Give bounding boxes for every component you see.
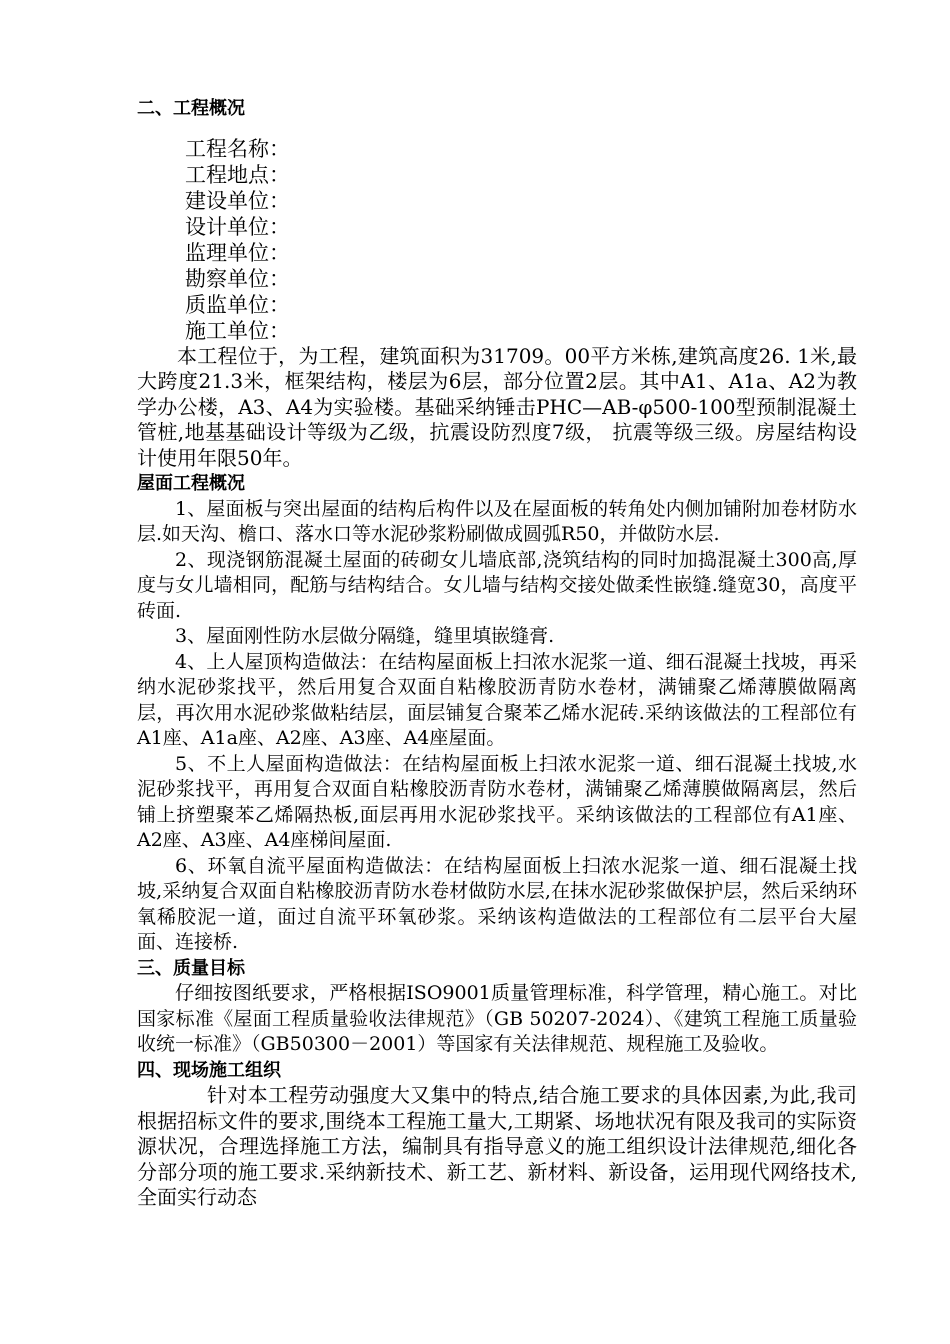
field-supervision-unit: 监理单位：	[185, 240, 290, 265]
roof-item-4: 4、上人屋顶构造做法：在结构屋面板上扫浓水泥浆一道、细石混凝土找坡，再采纳水泥砂浆找平，然后用复合双面自粘橡胶沥青防水卷材，满铺聚乙烯薄膜做隔离层，再次用水泥砂浆做粘结层，面层铺复合聚苯乙烯水泥砖.采纳该做法的工程部位有A1座、A1a座、A2座、A3座、A4座屋面。	[137, 650, 857, 749]
field-survey-unit: 勘察单位：	[185, 266, 290, 291]
field-construction-unit: 施工单位：	[185, 318, 290, 343]
field-quality-unit: 质监单位：	[185, 292, 290, 317]
document-page	[137, 96, 857, 1211]
organization-paragraph: 针对本工程劳动强度大又集中的特点,结合施工要求的具体因素,为此,我司根据招标文件的要求,围绕本工程施工量大,工期紧、场地状况有限及我司的实际资源状况，合理选择施工方法，编制具有指导意义的施工组织设计法律规范,细化各分部分项的施工要求.采纳新技术、新工艺、新材料、新设备，运用现代网络技术,全面实行动态	[137, 1083, 857, 1209]
field-owner-unit: 建设单位：	[185, 188, 290, 213]
field-project-name: 工程名称：	[185, 136, 290, 161]
quality-paragraph: 仔细按图纸要求，严格根据ISO9001质量管理标准，科学管理，精心施工。对比国家标准《屋面工程质量验收法律规范》（GB 50207-2024）、《建筑工程施工质量验收统一标准》（GB50300－2001）等国家有关法律规范、规程施工及验收。	[137, 982, 857, 1055]
project-field-list	[137, 136, 857, 344]
section-heading-organization: 四、现场施工组织	[137, 1059, 281, 1081]
section-heading-roof: 屋面工程概况	[137, 473, 245, 494]
overview-summary-paragraph: 本工程位于，为工程，建筑面积为31709。00平方米栋,建筑高度26. 1米,最大跨度21.3米，框架结构，楼层为6层，部分位置2层。其中A1、A1a、A2为教学办公楼，A3、A4为实验楼。基础采纳锤击PHC—AB-φ500-100型预制混凝土管桩,地基基础设计等级为乙级，抗震设防烈度7级， 抗震等级三级。房屋结构设计使用年限50年。	[137, 343, 857, 470]
roof-item-6: 6、环氧自流平屋面构造做法：在结构屋面板上扫浓水泥浆一道、细石混凝土找坡,采纳复合双面自粘橡胶沥青防水卷材做防水层,在抹水泥砂浆做保护层，然后采纳环氧稀胶泥一道，面过自流平环氧砂浆。采纳该构造做法的工程部位有二层平台大屋面、连接桥.	[137, 854, 857, 953]
roof-item-2: 2、现浇钢筋混凝土屋面的砖砌女儿墙底部,浇筑结构的同时加捣混凝土300高,厚度与女儿墙相同，配筋与结构结合。女儿墙与结构交接处做柔性嵌缝.缝宽30，高度平砖面.	[137, 548, 857, 622]
roof-item-1: 1、屋面板与突出屋面的结构后构件以及在屋面板的转角处内侧加铺附加卷材防水层.如天沟、檐口、落水口等水泥砂浆粉刷做成圆弧R50，并做防水层.	[137, 497, 857, 545]
section-heading-quality: 三、质量目标	[137, 957, 245, 979]
section-heading-overview: 二、工程概况	[137, 98, 245, 119]
field-design-unit: 设计单位：	[185, 214, 290, 239]
roof-item-5: 5、不上人屋面构造做法：在结构屋面板上扫浓水泥浆一道、细石混凝土找坡,水泥砂浆找平，再用复合双面自粘橡胶沥青防水卷材，满铺聚乙烯薄膜做隔离层，然后铺上挤塑聚苯乙烯隔热板,面层再用水泥砂浆找平。采纳该做法的工程部位有A1座、A2座、A3座、A4座梯间屋面.	[137, 752, 857, 851]
field-project-location: 工程地点：	[185, 162, 290, 187]
roof-item-3: 3、屋面刚性防水层做分隔缝，缝里填嵌缝膏.	[175, 625, 555, 647]
